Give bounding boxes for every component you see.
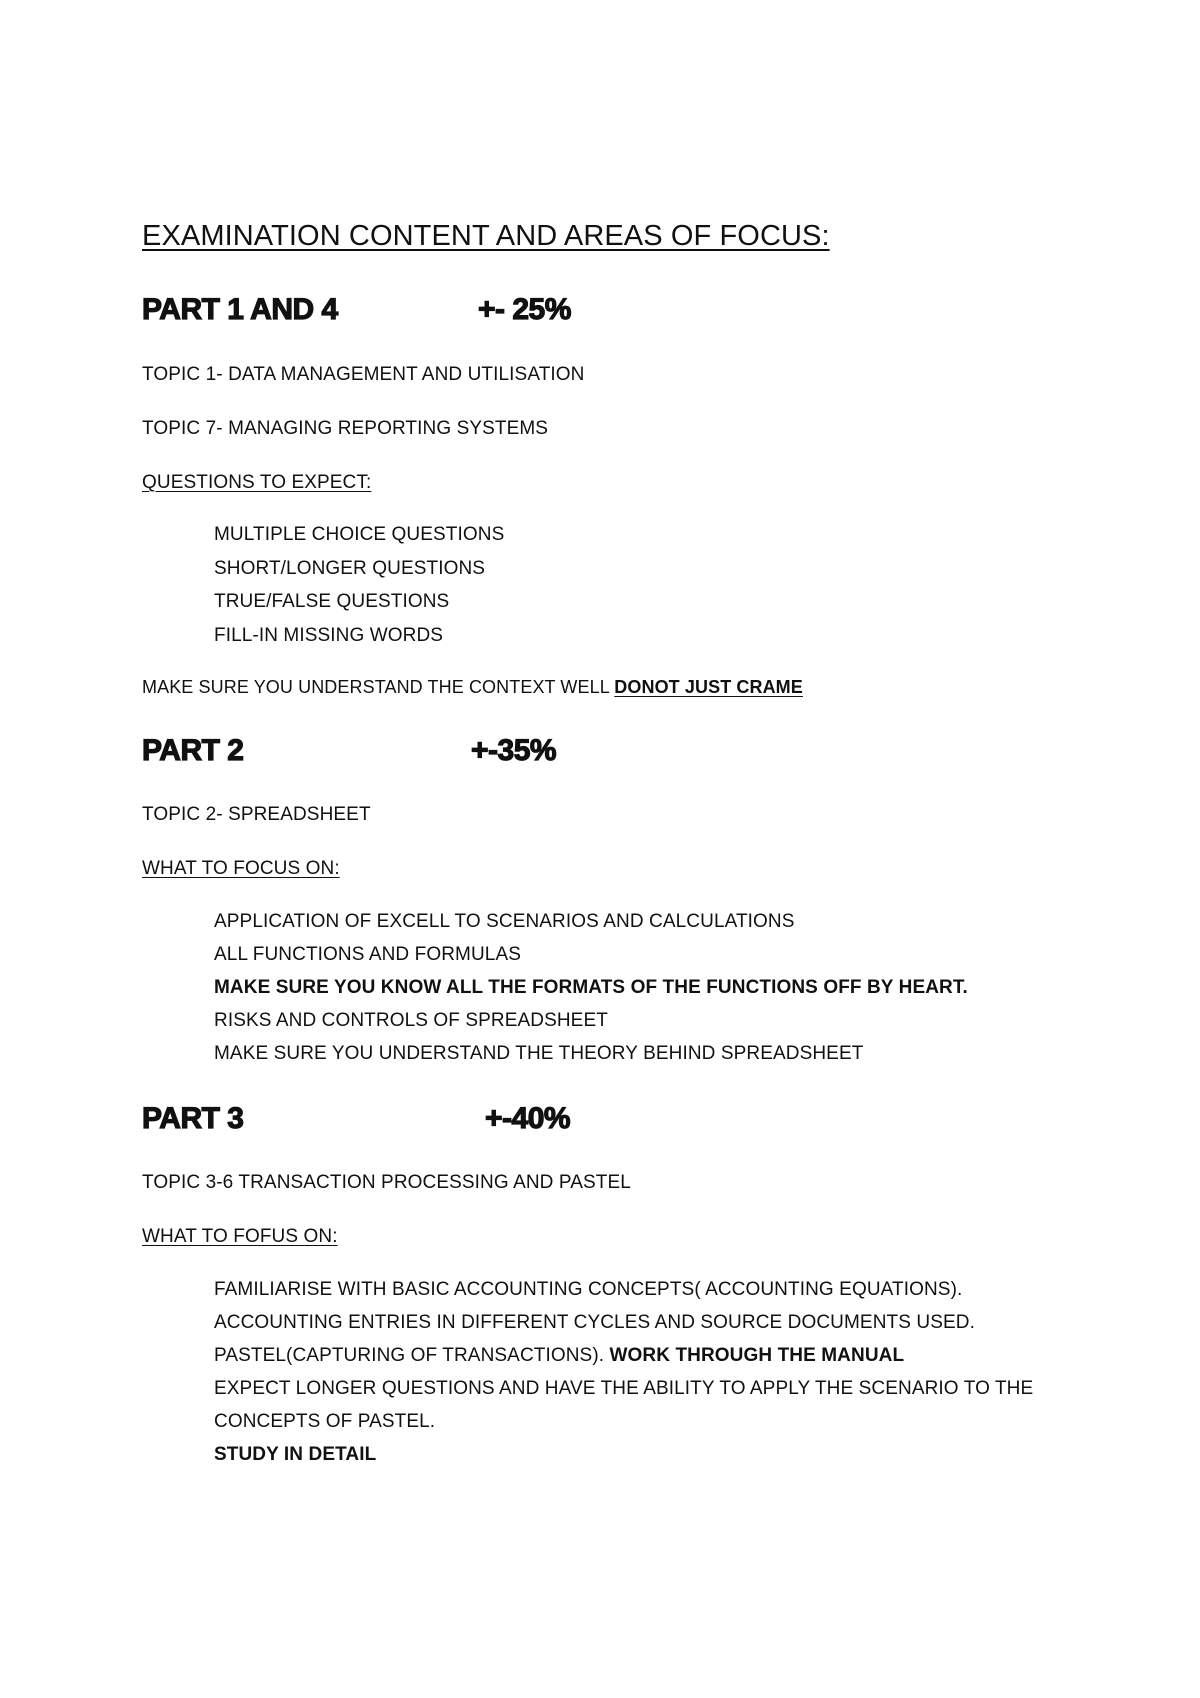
part-3-subheading: WHAT TO FOFUS ON:: [142, 1226, 338, 1247]
part-2-subheading: WHAT TO FOCUS ON:: [142, 858, 340, 879]
part-2-item: APPLICATION OF EXCELL TO SCENARIOS AND CALCULATIONS: [214, 911, 795, 932]
document-title: EXAMINATION CONTENT AND AREAS OF FOCUS:: [142, 220, 830, 252]
part-2-item: RISKS AND CONTROLS OF SPREADSHEET: [214, 1010, 608, 1031]
part-1-topic-1: TOPIC 1- DATA MANAGEMENT AND UTILISATION: [142, 364, 585, 385]
part-1-item: FILL-IN MISSING WORDS: [214, 625, 444, 646]
part-1-heading: PART 1 AND 4: [142, 293, 338, 326]
part-1-note-text: MAKE SURE YOU UNDERSTAND THE CONTEXT WELL: [142, 677, 615, 697]
part-2-weight: +-35%: [471, 734, 557, 767]
part-3-item-bold: STUDY IN DETAIL: [214, 1444, 377, 1465]
part-2-item-bold: MAKE SURE YOU KNOW ALL THE FORMATS OF THE FUNCTIONS OFF BY HEART.: [214, 977, 968, 998]
part-3-weight: +-40%: [485, 1102, 571, 1135]
part-3-item: ACCOUNTING ENTRIES IN DIFFERENT CYCLES AND SOURCE DOCUMENTS USED.: [214, 1312, 975, 1333]
part-3-item: CONCEPTS OF PASTEL.: [214, 1411, 436, 1432]
part-1-weight: +- 25%: [478, 293, 571, 326]
part-1-subheading: QUESTIONS TO EXPECT:: [142, 472, 372, 493]
part-1-item: MULTIPLE CHOICE QUESTIONS: [214, 524, 505, 545]
part-3-item-text: PASTEL(CAPTURING OF TRANSACTIONS).: [214, 1345, 610, 1366]
part-2-item: ALL FUNCTIONS AND FORMULAS: [214, 944, 521, 965]
part-3-item: [214, 1344, 904, 1368]
part-3-item: FAMILIARISE WITH BASIC ACCOUNTING CONCEPTS( ACCOUNTING EQUATIONS).: [214, 1279, 963, 1300]
part-2-heading: PART 2: [142, 734, 244, 767]
part-2-topic: TOPIC 2- SPREADSHEET: [142, 804, 371, 825]
part-3-item: EXPECT LONGER QUESTIONS AND HAVE THE ABILITY TO APPLY THE SCENARIO TO THE: [214, 1378, 1034, 1399]
part-3-topic: TOPIC 3-6 TRANSACTION PROCESSING AND PASTEL: [142, 1172, 631, 1193]
part-3-item-emphasis: WORK THROUGH THE MANUAL: [609, 1345, 905, 1366]
part-1-note-emphasis: DONOT JUST CRAME: [614, 677, 803, 697]
part-1-item: SHORT/LONGER QUESTIONS: [214, 558, 486, 579]
part-1-topic-7: TOPIC 7- MANAGING REPORTING SYSTEMS: [142, 418, 549, 439]
part-3-heading: PART 3: [142, 1102, 244, 1135]
part-1-note: [142, 675, 803, 699]
part-1-item: TRUE/FALSE QUESTIONS: [214, 591, 450, 612]
part-2-item: MAKE SURE YOU UNDERSTAND THE THEORY BEHIND SPREADSHEET: [214, 1043, 864, 1064]
